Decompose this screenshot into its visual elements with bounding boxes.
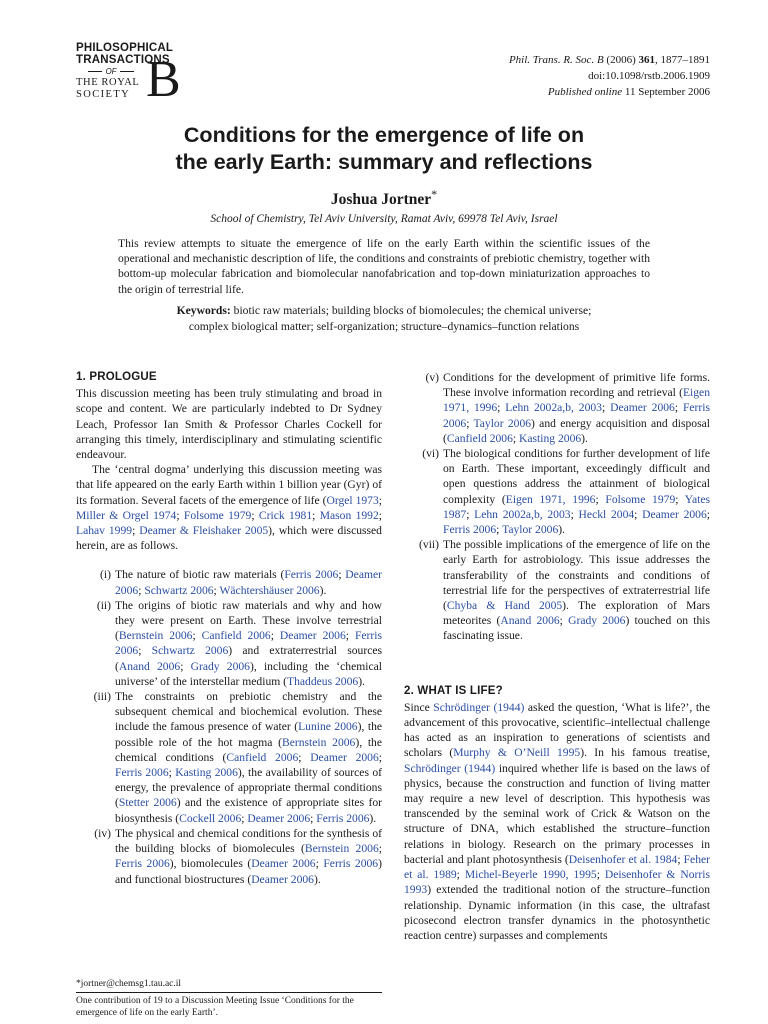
paragraph: This discussion meeting has been truly stimulating and broad in scope and content. We are particularly indebted to Dr Sydney Leach, Professor Ian Smith & Professor Charles Cockell for arranging this timely, interdisciplinary and stimulating scientific endeavour. (76, 387, 382, 462)
separator: ; (570, 507, 579, 521)
separator: ; (497, 401, 506, 415)
citation-link[interactable]: Eigen 1971, 1996 (443, 386, 710, 415)
list-number: (vi) (422, 447, 439, 461)
citation-link[interactable]: Chyba & Hand 2005 (446, 599, 563, 613)
text: ) and extraterrestrial sources ( (115, 644, 382, 673)
logo-line: OF (76, 67, 146, 77)
author-name (60, 187, 708, 209)
separator: ; (132, 524, 140, 538)
citation-link[interactable]: Ferris 2006 (443, 401, 711, 430)
citation-link[interactable]: Deamer 2006 (310, 750, 379, 764)
separator: ; (456, 868, 465, 882)
citation-link[interactable]: Yates 1987 (443, 492, 710, 521)
list-item (76, 689, 382, 826)
paragraph (76, 462, 382, 553)
citation-link[interactable]: Eigen 1971, 1996 (505, 492, 596, 506)
title-line: the early Earth: summary and reflections (175, 150, 593, 174)
text: ), including the ‘chemical universe’ of the interstellar medium ( (115, 659, 383, 688)
citation-link[interactable]: Wächtershäuser 2006 (219, 583, 320, 597)
separator: ; (192, 629, 202, 643)
separator: ; (378, 493, 383, 507)
text: The constraints on prebiotic chemistry and the subsequent chemical and biochemical evolution. These include the famous presence of water ( (115, 690, 382, 734)
left-column (76, 370, 382, 887)
text: ). (313, 872, 321, 886)
citation-link[interactable]: Deamer 2006 (115, 568, 382, 597)
list-number: (iv) (94, 826, 111, 840)
citation-link[interactable]: Bernstein 2006 (304, 842, 379, 856)
text: Conditions for the development of primitive life forms. These involve information recording and retrieval ( (443, 371, 710, 400)
journal-pages: , 1877–1891 (655, 54, 710, 66)
keywords-label: Keywords: (176, 304, 231, 317)
citation-link[interactable]: Miller & Orgel 1974 (76, 508, 177, 522)
text: The nature of biotic raw materials ( (115, 568, 285, 582)
citation-link[interactable]: Deamer 2006 (279, 629, 346, 643)
citation-link[interactable]: Stetter 2006 (118, 796, 177, 810)
section-heading: 1. PROLOGUE (76, 371, 157, 383)
citation-link[interactable]: Folsome 1979 (605, 492, 676, 506)
citation-link[interactable]: Canfield 2006 (446, 431, 513, 445)
author-text: Joshua Jortner (330, 191, 432, 209)
separator: ; (378, 842, 382, 856)
citation-link[interactable]: Ferris 2006 (316, 811, 370, 825)
separator: ; (338, 568, 346, 582)
text: Since (404, 700, 434, 714)
citation-link[interactable]: Deamer 2006 (251, 857, 316, 871)
separator: ; (675, 492, 685, 506)
citation-link[interactable]: Ferris 2006 (115, 857, 170, 871)
text: ), the chemical conditions ( (115, 735, 382, 764)
list-item (404, 446, 710, 537)
section-heading: 2. WHAT IS LIFE? (404, 684, 503, 697)
text: The origins of biotic raw materials and why and how they were present on Earth. These involve terrestrial ( (115, 598, 382, 643)
text: inquired whether life is based on the laws of physics, because the construction and function of living matter may require a new level of description. This hypothesis was transcended by the seminal work of Crick & Watson on the structure of DNA, which established the structure–function relations in biology. Research on the primary processes in bacterial and plant photosynthesis ( (404, 761, 710, 866)
citation-link[interactable]: Kasting 2006 (175, 766, 238, 780)
separator: ; (138, 644, 152, 658)
doi[interactable]: doi:10.1098/rstb.2006.1909 (588, 70, 710, 82)
list-item (76, 826, 382, 887)
citation-meta (430, 52, 710, 100)
citation-link[interactable]: Thaddeus 2006 (287, 674, 359, 688)
published-online (430, 84, 710, 100)
logo-letter: B (146, 51, 181, 108)
footnote-divider (76, 992, 382, 993)
citation-link[interactable]: Canfield 2006 (201, 629, 271, 643)
right-column (404, 370, 710, 943)
published-label: Published online (547, 86, 623, 98)
citation-link[interactable]: Orgel 1973 (326, 493, 379, 507)
journal-name: Phil. Trans. R. Soc. B (508, 54, 604, 66)
keywords-line (118, 303, 650, 319)
citation-link[interactable]: Cockell 2006 (179, 811, 242, 825)
citation-link[interactable]: Feher et al. 1989 (404, 852, 710, 882)
text: ). (358, 674, 365, 688)
separator: ; (496, 523, 503, 537)
citation-link[interactable]: Deamer 2006 (251, 872, 314, 886)
logo-line: SOCIETY (76, 89, 131, 100)
text: ), biomolecules ( (169, 857, 252, 871)
list-number: (v) (425, 371, 439, 384)
citation-link[interactable]: Anand 2006 (118, 659, 181, 673)
list-item (404, 537, 710, 643)
citation-link[interactable]: Lunine 2006 (298, 720, 358, 734)
citation-link[interactable]: Grady 2006 (190, 659, 250, 673)
citation-link[interactable]: Schrödinger (1944) (404, 761, 496, 775)
citation-link[interactable]: Grady 2006 (568, 614, 626, 628)
separator: ; (213, 583, 220, 597)
citation-link[interactable]: Deisenhofer & Norris 1993 (404, 868, 711, 897)
text: ) and the existence of appropriate sites for biosynthesis ( (115, 796, 382, 825)
citation-link[interactable]: Lehn 2002a,b, 2003 (505, 401, 602, 415)
separator: ; (310, 811, 317, 825)
separator: ; (176, 508, 184, 522)
citation-link[interactable]: Ferris 2006 (323, 857, 379, 871)
text: The ‘central dogma’ underlying this discussion meeting was that life appeared on the early Earth within 1 billion year (Gyr) of its formation. Several facets of the emergence of life ( (76, 463, 382, 507)
citation-link[interactable]: Taylor 2006 (473, 416, 532, 430)
citation-link[interactable]: Heckl 2004 (578, 507, 635, 521)
citation-link[interactable]: Schwartz 2006 (151, 644, 229, 658)
journal-year: (2006) (606, 54, 636, 66)
separator: ; (138, 583, 145, 597)
journal-logo (76, 42, 181, 108)
citation-link[interactable]: Deamer 2006 (642, 507, 707, 521)
separator: ; (559, 614, 569, 628)
text: ), which were discussed herein, are as follows. (76, 524, 382, 553)
separator: ; (312, 508, 320, 522)
list-number: (ii) (96, 598, 111, 612)
paragraph (404, 700, 710, 943)
separator: ; (345, 629, 355, 643)
keywords-line: complex biological matter; self-organization; structure–dynamics–function relations (188, 320, 580, 333)
author-footnote-mark[interactable]: * (431, 187, 438, 201)
abstract: This review attempts to situate the emergence of life on the early Earth within the scientific issues of the operational and mechanistic description of life, the conditions and constraints of prebiotic chemistry, together with bottom-up molecular fabrication and biomolecular nanofabrication and top-down miniaturization approaches to the origin of terrestrial life. (118, 237, 650, 296)
citation-link[interactable]: Ferris 2006 (443, 523, 497, 537)
separator: ; (378, 508, 382, 522)
citation-link[interactable]: Lahav 1999 (76, 524, 133, 538)
citation-link[interactable]: Michel-Beyerle 1990, 1995 (464, 868, 597, 882)
text: ). (558, 523, 566, 537)
list-item (76, 567, 382, 597)
citation-link[interactable]: Deamer & Fleishaker 2005 (139, 524, 269, 538)
text: ). (319, 583, 327, 597)
list-number: (iii) (93, 690, 111, 704)
citation-link[interactable]: Kasting 2006 (519, 431, 582, 445)
keywords-text: biotic raw materials; building blocks of biomolecules; the chemical universe; (230, 304, 592, 317)
logo-line: THE ROYAL (76, 77, 140, 88)
separator: ; (466, 507, 475, 521)
separator: ; (466, 416, 474, 430)
logo-line: PHILOSOPHICAL (76, 42, 174, 54)
separator: ; (596, 868, 605, 882)
affiliation: School of Chemistry, Tel Aviv University, Ramat Aviv, 69978 Tel Aviv, Israel (210, 213, 558, 225)
separator: ; (241, 811, 248, 825)
citation-link[interactable]: Canfield 2006 (226, 750, 299, 764)
citation-link[interactable]: Mason 1992 (319, 508, 379, 522)
paper-title (60, 122, 708, 176)
list-item (76, 598, 382, 689)
separator: ; (270, 629, 280, 643)
logo-line: TRANSACTIONS (76, 54, 170, 66)
footnote-email[interactable]: *jortner@chemsg1.tau.ac.il (76, 979, 182, 989)
published-date: 11 September 2006 (622, 86, 710, 98)
citation-link[interactable]: Schwartz 2006 (144, 583, 214, 597)
title-line: Conditions for the emergence of life on (183, 123, 585, 147)
separator: ; (706, 507, 710, 521)
journal-volume: 361 (638, 54, 655, 66)
spacer (404, 644, 710, 684)
separator: ; (634, 507, 643, 521)
text: ) touched on this fascinating issue. (443, 614, 711, 643)
citation-link[interactable]: Lehn 2002a,b, 2003 (474, 507, 571, 521)
citation-link[interactable]: Ferris 2006 (115, 629, 383, 658)
text: asked the question, ‘What is life?’, the advancement of this provocative, scientific–intellectual challenge has acted as an inspiration to generations of scientists and scholars ( (404, 700, 710, 760)
citation-link[interactable]: Ferris 2006 (284, 568, 339, 582)
text: ). (369, 811, 377, 825)
text: ). The exploration of Mars meteorites ( (443, 599, 710, 628)
citation-link[interactable]: Crick 1981 (258, 508, 313, 522)
separator: ; (315, 857, 324, 871)
list-number: (vii) (419, 538, 439, 552)
citation-link[interactable]: Ferris 2006 (115, 766, 169, 780)
separator: ; (298, 750, 311, 764)
separator: ; (595, 492, 606, 506)
separator: ; (677, 852, 684, 866)
text: ) extended the traditional notion of the structure–function relationship. Dynamic information (in this case, the ultrafast picosecond electron transfer dynamics in the photosynthetic reaction centre) surpasses and complements (404, 883, 710, 942)
separator: ; (512, 431, 520, 445)
citation-link[interactable]: Anand 2006 (500, 614, 560, 628)
citation-link[interactable]: Schrödinger (1944) (433, 700, 525, 714)
separator: ; (180, 659, 191, 673)
keywords (118, 303, 650, 335)
list-number: (i) (100, 568, 111, 582)
citation-link[interactable]: Taylor 2006 (502, 523, 559, 537)
separator: ; (378, 750, 383, 764)
citation-link[interactable]: Folsome 1979 (183, 508, 252, 522)
citation-link[interactable]: Bernstein 2006 (118, 629, 193, 643)
separator: ; (674, 401, 683, 415)
citation-link[interactable]: Deisenhofer et al. 1984 (568, 852, 678, 866)
text: ). In his famous treatise, (580, 746, 710, 760)
separator: ; (251, 508, 259, 522)
citation-link[interactable]: Murphy & O’Neill 1995 (453, 746, 581, 760)
list-item (404, 370, 710, 446)
separator: ; (168, 766, 176, 780)
text: ), the availability of sources of energy, the prevalence of appropriate thermal conditions ( (115, 766, 383, 810)
footnote-contribution: One contribution of 19 to a Discussion Meeting Issue ‘Conditions for the emergence of life on the early Earth’. (76, 996, 354, 1018)
journal-citation (430, 52, 710, 68)
text: The possible implications of the emergence of life on the early Earth for astrobiology. This issue addresses the transferability of the constraints and conditions of terrestrial life for the perspectives of extraterrestrial life ( (443, 538, 710, 613)
text: ). (581, 431, 588, 445)
spacer (76, 553, 382, 567)
citation-link[interactable]: Deamer 2006 (247, 811, 311, 825)
text: ) and energy acquisition and disposal ( (443, 416, 710, 445)
citation-link[interactable]: Deamer 2006 (610, 401, 675, 415)
text: The biological conditions for further development of life on Earth. These important, exceedingly difficult and open questions address the attainment of biological complexity ( (443, 447, 710, 506)
citation-link[interactable]: Bernstein 2006 (282, 735, 356, 749)
separator: ; (601, 401, 611, 415)
text: The physical and chemical conditions for the synthesis of the building blocks of biomolecules ( (115, 826, 382, 856)
text: ), the possible role of the hot magma ( (115, 720, 383, 749)
text: ) and functional biostructures ( (115, 857, 382, 886)
